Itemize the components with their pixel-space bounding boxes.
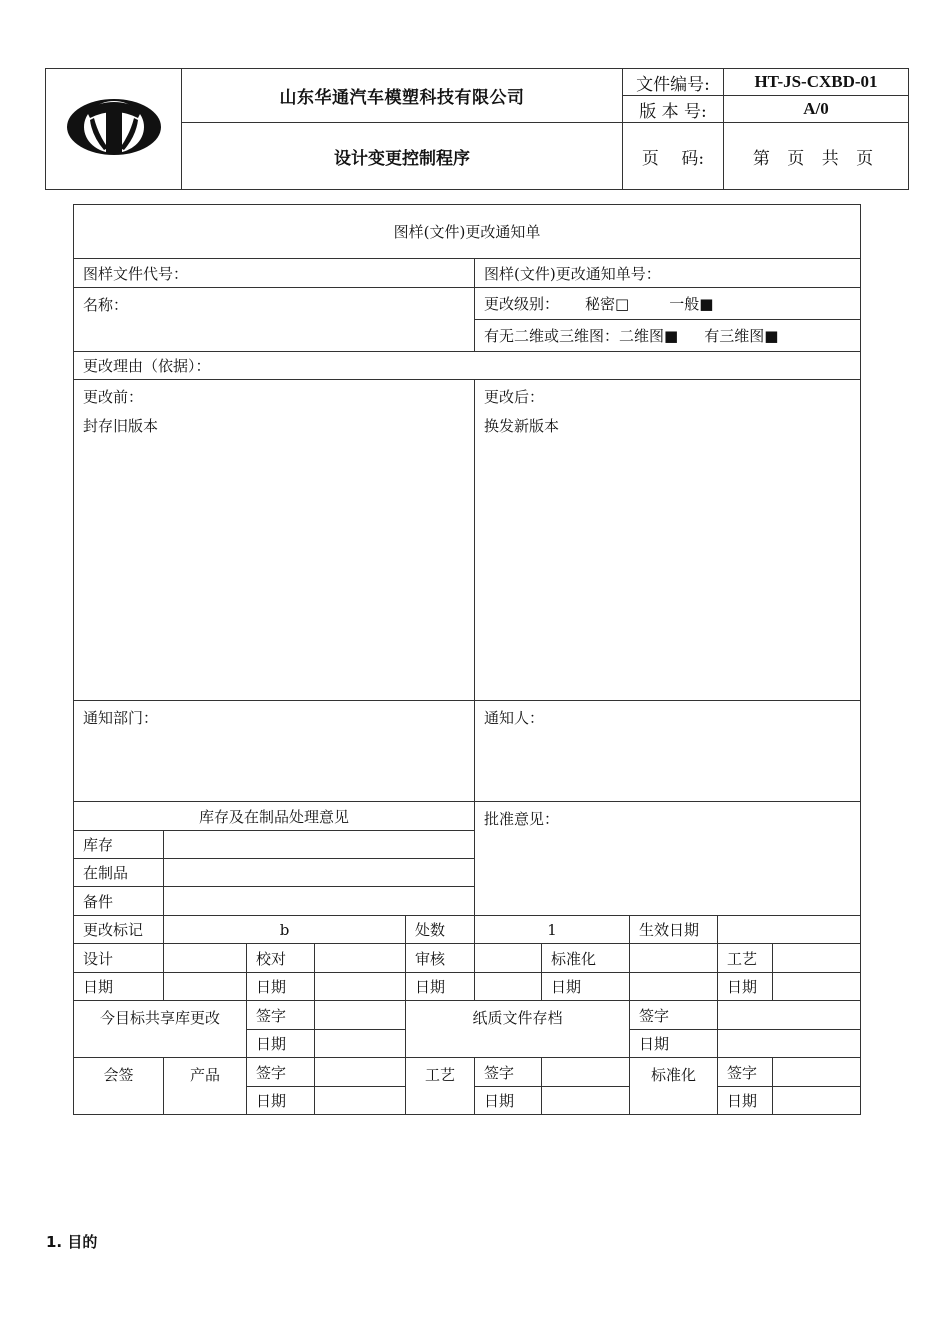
after-label: 更改后： [484, 388, 545, 406]
dim-3d-checkbox[interactable]: 有三维图■ [704, 327, 779, 345]
page-value: 第 页 共 页 [724, 123, 909, 190]
review-date-input[interactable] [475, 973, 542, 1001]
notice-no-field[interactable]: 图样(文件)更改通知单号： [475, 259, 861, 288]
dimension-field [475, 320, 861, 352]
check-date-label: 日期 [247, 973, 315, 1001]
version-value: A/0 [724, 96, 909, 123]
product-date-label: 日期 [247, 1087, 315, 1115]
cs-standard-date-input[interactable] [773, 1087, 861, 1115]
standard-date-input[interactable] [630, 973, 718, 1001]
design-date-label: 日期 [74, 973, 164, 1001]
change-level-field [475, 288, 861, 320]
shared-lib-sign-label: 签字 [247, 1001, 315, 1030]
change-mark-value[interactable]: b [164, 916, 406, 944]
product-date-input[interactable] [315, 1087, 406, 1115]
cs-standard-sign-label: 签字 [718, 1058, 773, 1087]
effective-date-label: 生效日期 [630, 916, 718, 944]
standard-date-label: 日期 [542, 973, 630, 1001]
doc-title: 设计变更控制程序 [182, 123, 623, 190]
countersign-label: 会签 [74, 1058, 164, 1115]
cs-process-date-label: 日期 [475, 1087, 542, 1115]
design-label: 设计 [74, 944, 164, 973]
after-text: 换发新版本 [484, 417, 560, 435]
level-general-checkbox[interactable]: 一般■ [669, 295, 714, 313]
design-input[interactable] [164, 944, 247, 973]
spare-input[interactable] [164, 887, 475, 916]
shared-lib-date-label: 日期 [247, 1030, 315, 1058]
review-date-label: 日期 [406, 973, 475, 1001]
change-mark-label: 更改标记 [74, 916, 164, 944]
stock-input[interactable] [164, 831, 475, 859]
header-table [45, 68, 909, 190]
after-field[interactable] [475, 380, 861, 701]
spare-label: 备件 [74, 887, 164, 916]
section-heading-purpose: 1. 目的 [46, 1233, 98, 1251]
shared-lib-sign-input[interactable] [315, 1001, 406, 1030]
before-text: 封存旧版本 [83, 417, 159, 435]
change-notice-form [73, 204, 861, 1115]
notify-dept-field[interactable]: 通知部门： [74, 701, 475, 802]
page-label: 页 码: [623, 123, 724, 190]
count-label: 处数 [406, 916, 475, 944]
review-input[interactable] [475, 944, 542, 973]
company-logo-icon [64, 96, 164, 158]
wip-input[interactable] [164, 859, 475, 887]
product-label: 产品 [164, 1058, 247, 1115]
drawing-code-field[interactable]: 图样文件代号： [74, 259, 475, 288]
dim-2d-checkbox[interactable]: 二维图■ [619, 327, 679, 345]
count-value[interactable]: 1 [475, 916, 630, 944]
process-input[interactable] [773, 944, 861, 973]
level-secret-checkbox[interactable]: 秘密□ [585, 295, 630, 313]
form-title: 图样(文件)更改通知单 [74, 205, 861, 259]
wip-label: 在制品 [74, 859, 164, 887]
company-logo-cell [46, 69, 182, 190]
doc-no-value: HT-JS-CXBD-01 [724, 69, 909, 96]
process-date-input[interactable] [773, 973, 861, 1001]
archive-date-input[interactable] [718, 1030, 861, 1058]
shared-lib-date-input[interactable] [315, 1030, 406, 1058]
before-field[interactable] [74, 380, 475, 701]
product-sign-input[interactable] [315, 1058, 406, 1087]
reason-field[interactable]: 更改理由（依据）： [74, 352, 861, 380]
notifier-field[interactable]: 通知人： [475, 701, 861, 802]
archive-sign-label: 签字 [630, 1001, 718, 1030]
version-label: 版 本 号: [623, 96, 724, 123]
cs-process-date-input[interactable] [542, 1087, 630, 1115]
cs-standard-label: 标准化 [630, 1058, 718, 1115]
stock-opinion-label: 库存及在制品处理意见 [74, 802, 475, 831]
effective-date-input[interactable] [718, 916, 861, 944]
cs-process-label: 工艺 [406, 1058, 475, 1115]
cs-standard-sign-input[interactable] [773, 1058, 861, 1087]
before-label: 更改前： [83, 388, 144, 406]
name-field[interactable]: 名称： [74, 288, 475, 352]
check-input[interactable] [315, 944, 406, 973]
cs-process-sign-input[interactable] [542, 1058, 630, 1087]
shared-lib-label: 今目标共享库更改 [74, 1001, 247, 1058]
archive-date-label: 日期 [630, 1030, 718, 1058]
dim-label: 有无二维或三维图： [484, 327, 620, 345]
approval-field[interactable]: 批准意见： [475, 802, 861, 916]
cs-standard-date-label: 日期 [718, 1087, 773, 1115]
check-date-input[interactable] [315, 973, 406, 1001]
level-label: 更改级别： [484, 295, 560, 313]
cs-process-sign-label: 签字 [475, 1058, 542, 1087]
company-name: 山东华通汽车模塑科技有限公司 [182, 69, 623, 123]
design-date-input[interactable] [164, 973, 247, 1001]
archive-sign-input[interactable] [718, 1001, 861, 1030]
check-label: 校对 [247, 944, 315, 973]
process-date-label: 日期 [718, 973, 773, 1001]
standard-input[interactable] [630, 944, 718, 973]
product-sign-label: 签字 [247, 1058, 315, 1087]
stock-label: 库存 [74, 831, 164, 859]
paper-archive-label: 纸质文件存档 [406, 1001, 630, 1058]
review-label: 审核 [406, 944, 475, 973]
standard-label: 标准化 [542, 944, 630, 973]
process-label: 工艺 [718, 944, 773, 973]
doc-no-label: 文件编号: [623, 69, 724, 96]
